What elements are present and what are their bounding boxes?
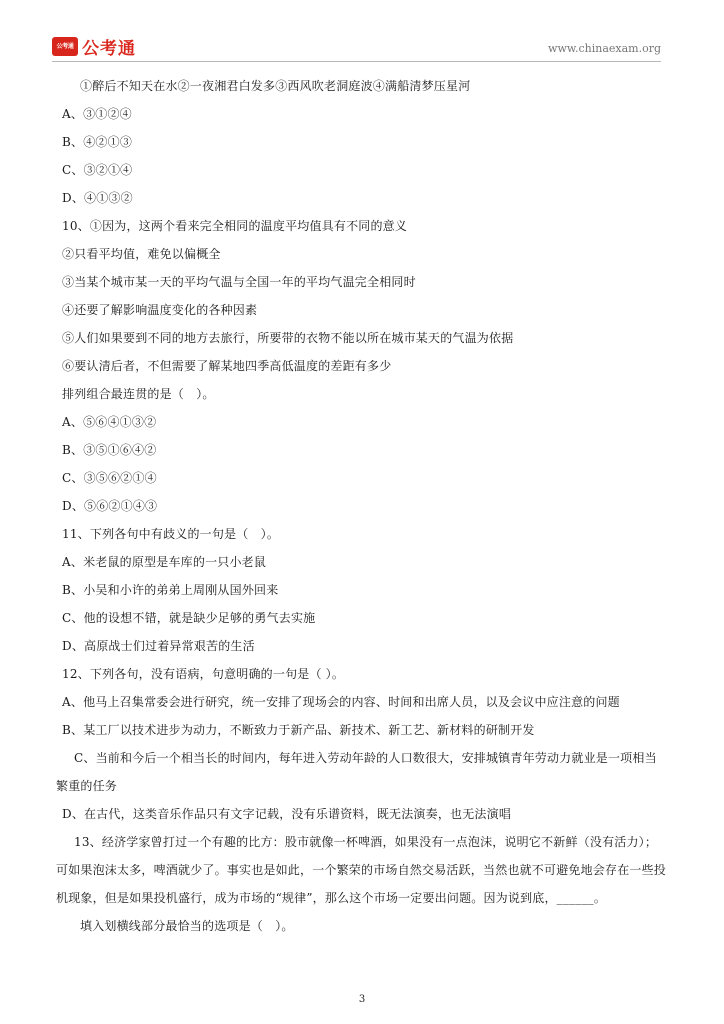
q11-option-a: A、米老鼠的原型是车库的一只小老鼠 (62, 555, 267, 569)
document-body (56, 72, 667, 940)
q12-option-d: D、在古代，这类音乐作品只有文字记载，没有乐谱资料，既无法演奏，也无法演唱 (62, 807, 512, 821)
brand-logo (52, 34, 136, 58)
header-divider (52, 61, 661, 62)
logo-badge: 公考通 (52, 37, 78, 56)
q10-sentence-5: ⑤人们如果要到不同的地方去旅行，所要带的衣物不能以所在城市某天的气温为依据 (62, 331, 514, 345)
q10-sentence-6: ⑥要认清后者，不但需要了解某地四季高低温度的差距有多少 (62, 359, 392, 373)
q12-option-b: B、某工厂以技术进步为动力，不断致力于新产品、新技术、新工艺、新材料的研制开发 (62, 723, 535, 737)
q10-sentence-4: ④还要了解影响温度变化的各种因素 (62, 303, 258, 317)
q9-option-a: A、③①②④ (62, 107, 132, 121)
q10-prompt: 排列组合最连贯的是（ ）。 (62, 387, 215, 401)
q12-stem: 12、下列各句，没有语病，句意明确的一句是（ ）。 (62, 667, 345, 681)
q9-option-d: D、④①③② (62, 191, 133, 205)
q10-sentence-1: 10、①因为，这两个看来完全相同的温度平均值具有不同的意义 (62, 219, 408, 233)
q11-option-c: C、他的设想不错，就是缺少足够的勇气去实施 (62, 611, 316, 625)
q9-option-c: C、③②①④ (62, 163, 133, 177)
q13-prompt: 填入划横线部分最恰当的选项是（ ）。 (80, 919, 294, 933)
q10-sentence-3: ③当某个城市某一天的平均气温与全国一年的平均气温完全相同时 (62, 275, 416, 289)
q11-option-b: B、小吴和小许的弟弟上周刚从国外回来 (62, 583, 279, 597)
q10-option-c: C、③⑤⑥②①④ (62, 471, 157, 485)
site-url: www.chinaexam.org (548, 42, 661, 55)
q11-stem: 11、下列各句中有歧义的一句是（ ）。 (62, 527, 280, 541)
q9-stem: ①醉后不知天在水②一夜湘君白发多③西风吹老洞庭波④满船清梦压星河 (80, 79, 471, 93)
q9-option-b: B、④②①③ (62, 135, 133, 149)
q10-option-a: A、⑤⑥④①③② (62, 415, 157, 429)
page-number: 3 (358, 994, 366, 1005)
q10-option-b: B、③⑤①⑥④② (62, 443, 157, 457)
q12-option-a: A、他马上召集常委会进行研究，统一安排了现场会的内容、时间和出席人员，以及会议中应注意的问题 (62, 695, 620, 709)
q13-stem: 13、经济学家曾打过一个有趣的比方：股市就像一杯啤酒，如果没有一点泡沫，说明它不新鲜（没有活力）；可如果泡沫太多，啤酒就少了。事实也是如此，一个繁荣的市场自然交易活跃，当然也就不可避免地会存在一些投机现象，但是如果投机盛行，成为市场的“规律”，那么这个市场一定要出问题。因为说到底，______。 (56, 835, 667, 905)
q10-sentence-2: ②只看平均值，难免以偏概全 (62, 247, 221, 261)
q10-option-d: D、⑤⑥②①④③ (62, 499, 158, 513)
page-header (52, 34, 661, 60)
q12-option-c: C、当前和今后一个相当长的时间内，每年进入劳动年龄的人口数很大，安排城镇青年劳动力就业是一项相当繁重的任务 (56, 751, 657, 793)
q11-option-d: D、高原战士们过着异常艰苦的生活 (62, 639, 255, 653)
logo-text: 公考通 (82, 38, 136, 59)
